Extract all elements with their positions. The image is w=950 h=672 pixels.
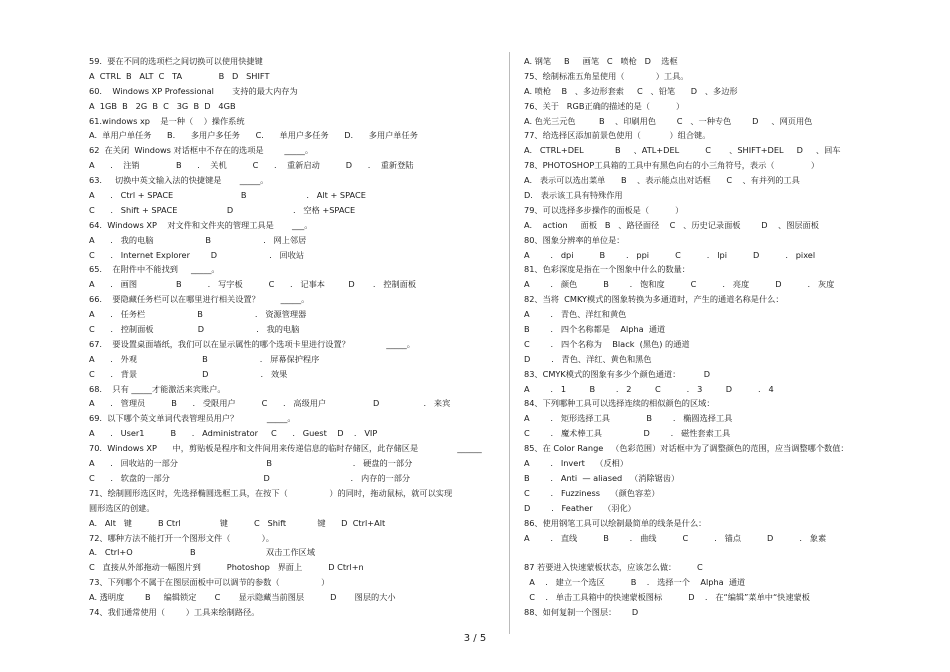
text-line: C . 控制面板 D . 我的电脑 [89,324,300,335]
text-line: A . 外观 B . 屏幕保护程序 [89,353,320,364]
text-line: A . 注销 B . 关机 C . 重新启动 D . 重新登陆 [89,160,414,171]
text-line: C 直接从外部拖动一幅图片到 Photoshop 界面上 D Ctrl+n [89,562,364,573]
text-line: 67. 要设置桌面墙纸，我们可以在显示属性的哪个选项卡里进行设置？ _____。 [89,338,415,349]
text-line: A. 透明度 B 编辑锁定 C 显示隐藏当前图层 D 图层的大小 [89,592,396,603]
text-line: 60. Windows XP Professional 支持的最大内存为 [89,85,298,96]
text-line: 79、可以选择多步操作的面板是（ ） [524,204,684,215]
text-line: C . 单击工具箱中的快速蒙板图标 D . 在“编辑”菜单中“快速蒙板 [524,592,810,603]
text-line: 81、色彩深度是指在一个图象中什么的数量： [524,264,690,275]
text-line: A. 喷枪 B 、多边形套索 C 、铅笔 D 、多边形 [524,85,738,96]
text-line: A . 建立一个选区 B . 选择一个 Alpha 通道 [524,577,746,588]
text-line: 85、在 Color Range （色彩范围）对话框中为了调整颜色的范围，应当调整哪个数值： [524,443,849,454]
text-line: A. action 面板 B 、路径面径 C 、历史记录面板 D 、图层面板 [524,219,819,230]
text-line: C . 背景 D . 效果 [89,368,288,379]
text-line: A 1GB B 2G B C 3G B D 4GB [89,100,236,111]
text-line: C . Shift + SPACE D . 空格 +SPACE [89,204,356,215]
text-line: A . Ctrl + SPACE B . Alt + SPACE [89,190,366,201]
text-line: D . Feather （羽化） [524,502,636,513]
text-line: A . 颜色 B . 饱和度 C . 亮度 D . 灰度 [524,279,835,290]
text-line: A . 管理员 B . 受限用户 C . 高级用户 D . 来宾 [89,398,451,409]
text-line: 84、下列哪种工具可以选择连续的相似颜色的区域： [524,398,715,409]
text-line: A. 色光三元色 B 、印刷用色 C 、一种专色 D 、网页用色 [524,115,813,126]
text-line: 62 在关闭 Windows 对话框中不存在的选项是 _____。 [89,145,314,156]
text-line: 78、PHOTOSHOP工具箱的工具中有黑色向右的小三角符号，表示（ ） [524,160,820,171]
text-line: 80、图象分辨率的单位是： [524,234,625,245]
text-line: 86、使用钢笔工具可以绘制最简单的线条是什么： [524,517,707,528]
text-line: C . Fuzziness （颜色容差） [524,487,660,498]
text-line: A. Alt 键 B Ctrl 键 C Shift 键 D Ctrl+Alt [89,517,386,528]
text-line: A . 我的电脑 B . 网上邻居 [89,234,307,245]
text-line: 61.windows xp 是一种（ ）操作系统 [89,115,245,126]
text-line: C . 四个名称为 Black (黑色) 的通道 [524,338,690,349]
text-line: B . Anti — aliased （消除锯齿） [524,472,680,483]
text-line: 68. 只有 _____才能激活来宾账户。 [89,383,226,394]
text-line: 72、哪种方法不能打开一个图形文件（ ）。 [89,532,274,543]
text-line: B . 四个名称都是 Alpha 通道 [524,324,666,335]
text-line: 77、给选择区添加前景色使用（ ）组合键。 [524,130,711,141]
text-line: A . 任务栏 B . 资源管理器 [89,309,307,320]
page-number: 3 / 5 [463,633,487,644]
text-line: A . 青色、洋红和黄色 [524,309,627,320]
text-line: 63. 切换中英文输入法的快捷键是 _____。 [89,175,269,186]
text-line: 71、绘制圆形选区时，先选择椭圆选框工具，在按下（ ）的同时，拖动鼠标，就可以实现 [89,487,453,498]
column-divider [509,52,510,634]
text-line: A. 钢笔 B 画笔 C 喷枪 D 选框 [524,56,678,66]
text-line: 64. Windows XP 对文件和文件夹的管理工具是 ___。 [89,219,313,230]
text-line: 69. 以下哪个英文单词代表管理员用户？ _____。 [89,413,296,424]
text-line: 76、关于 RGB正确的描述的是（ ） [524,100,685,111]
text-line: 74、我们通常使用（ ）工具来绘制路径。 [89,606,260,617]
text-line: A . Invert （反相） [524,458,629,469]
text-line: C . Internet Explorer D . 回收站 [89,249,305,260]
text-line: 70. Windows XP 中，剪贴板是程序和文件间用来传递信息的临时存储区，此存储区是 ______ [89,443,482,454]
text-line: A . 回收站的一部分 B . 硬盘的一部分 [89,458,413,469]
text-line: A . User1 B . Administrator C . Guest D . VIP [89,428,378,439]
text-line: C . 魔术棒工具 D . 磁性套索工具 [524,428,731,439]
text-line: A. 单用户单任务 B. 多用户多任务 C. 单用户多任务 D. 多用户单任务 [89,130,418,141]
text-line: 83、CMYK模式的图象有多少个颜色通道： D [524,368,711,379]
text-line: A. 表示可以选出菜单 B 、表示能点出对话框 C 、有并列的工具 [524,175,800,186]
text-line: D . 青色、洋红、黄色和黑色 [524,353,652,364]
text-line: 66. 要隐藏任务栏可以在哪里进行相关设置？ _____。 [89,294,310,305]
text-line: 59. 要在不同的选项栏之间切换可以使用快捷键 [89,56,263,66]
text-line: A CTRL B ALT C TA B D SHIFT [89,70,270,81]
text-line: 87 若要进入快速蒙板状态，应该怎么做： C [524,562,703,573]
left-column [89,54,499,620]
text-line: C . 软盘的一部分 D . 内存的一部分 [89,472,411,483]
text-line: A. CTRL+DEL B 、ATL+DEL C 、SHIFT+DEL D 、回车 [524,145,841,156]
text-line: 73、下列哪个不属于在图层面板中可以调节的参数（ ） [89,577,330,588]
text-line: 88、如何复制一个图层： D [524,606,639,617]
text-line: D. 表示该工具有特殊作用 [524,190,623,201]
text-line [524,545,896,560]
text-line: 75、绘制标准五角星使用（ ）工具。 [524,70,689,81]
text-line: A . 直线 B . 曲线 C . 锚点 D . 象素 [524,532,827,543]
text-line: A . 1 B . 2 C . 3 D . 4 [524,383,774,394]
right-column [524,54,896,620]
text-line: 圆形选区的创建。 [89,502,155,513]
text-line: A . 画图 B . 写字板 C . 记事本 D . 控制面板 [89,279,417,290]
text-line: A . 矩形选择工具 B . 椭圆选择工具 [524,413,733,424]
text-line: A. Ctrl+O B 双击工作区域 [89,547,316,558]
text-line: 65. 在附件中不能找到 _____。 [89,264,220,275]
text-line: 82、当将 CMKY模式的图象转换为多通道时，产生的通道名称是什么： [524,294,784,305]
text-line: A . dpi B . ppi C . lpi D . pixel [524,249,816,260]
